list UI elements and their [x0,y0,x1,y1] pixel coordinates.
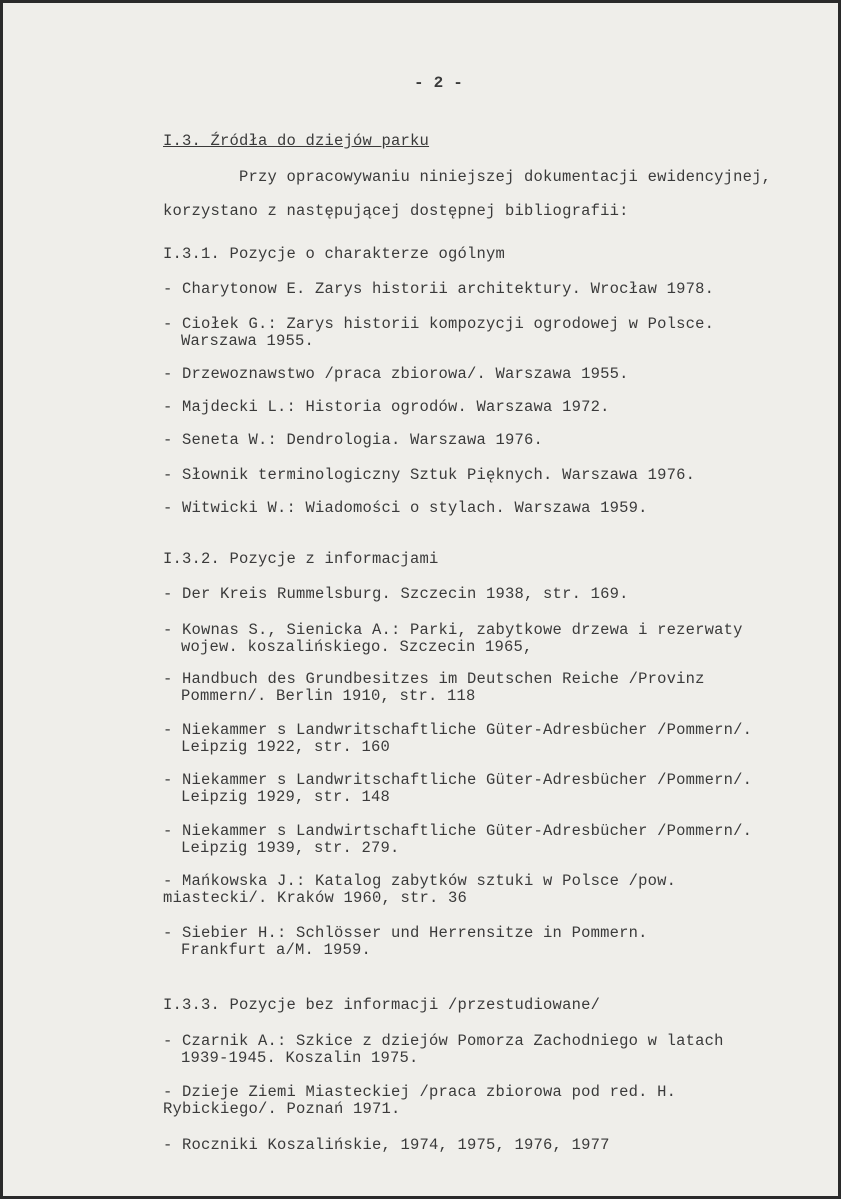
intro-line-2: korzystano z następującej dostępnej bibliografii: [163,202,629,220]
subsection-title: I.3.1. Pozycje o charakterze ogólnym [163,245,506,263]
bibliography-item: - Drzewoznawstwo /praca zbiorowa/. Warszawa 1955. [163,365,629,383]
bibliography-item: - Ciołek G.: Zarys historii kompozycji ogrodowej w Polsce. Warszawa 1955. [163,315,715,350]
subsection-title: I.3.2. Pozycje z informacjami [163,550,439,568]
bibliography-item: - Kownas S., Sienicka A.: Parki, zabytkowe drzewa i rezerwaty wojew. koszalińskiego. Szczecin 1965, [163,621,743,656]
bibliography-item: - Siebier H.: Schlösser und Herrensitze in Pommern. Frankfurt a/M. 1959. [163,924,648,959]
bibliography-item: - Charytonow E. Zarys historii architektury. Wrocław 1978. [163,280,715,298]
bibliography-item: - Majdecki L.: Historia ogrodów. Warszawa 1972. [163,398,610,416]
bibliography-item: - Niekammer s Landwritschaftliche Güter-Adresbücher /Pommern/. Leipzig 1922, str. 160 [163,721,753,756]
bibliography-item: - Roczniki Koszalińskie, 1974, 1975, 1976, 1977 [163,1136,610,1154]
bibliography-item: - Słownik terminologiczny Sztuk Pięknych. Warszawa 1976. [163,466,696,484]
bibliography-item: - Der Kreis Rummelsburg. Szczecin 1938, str. 169. [163,585,629,603]
page-number: - 2 - [414,74,464,92]
subsection-title: I.3.3. Pozycje bez informacji /przestudiowane/ [163,996,601,1014]
bibliography-item: - Czarnik A.: Szkice z dziejów Pomorza Zachodniego w latach 1939-1945. Koszalin 1975. [163,1032,724,1067]
bibliography-item: - Mańkowska J.: Katalog zabytków sztuki w Polsce /pow. miastecki/. Kraków 1960, str. 36 [163,872,677,907]
intro-line-1: Przy opracowywaniu niniejszej dokumentacji ewidencyjnej, [239,168,772,186]
document-page [3,3,838,1196]
bibliography-item: - Dzieje Ziemi Miasteckiej /praca zbiorowa pod red. H. Rybickiego/. Poznań 1971. [163,1083,677,1118]
bibliography-item: - Witwicki W.: Wiadomości o stylach. Warszawa 1959. [163,499,648,517]
section-heading: I.3. Źródła do dziejów parku [163,132,430,150]
bibliography-item: - Handbuch des Grundbesitzes im Deutschen Reiche /Provinz Pommern/. Berlin 1910, str. 118 [163,670,705,705]
bibliography-item: - Niekammer s Landwirtschaftliche Güter-Adresbücher /Pommern/. Leipzig 1939, str. 279. [163,822,753,857]
bibliography-item: - Niekammer s Landwritschaftliche Güter-Adresbücher /Pommern/. Leipzig 1929, str. 148 [163,771,753,806]
bibliography-item: - Seneta W.: Dendrologia. Warszawa 1976. [163,431,544,449]
